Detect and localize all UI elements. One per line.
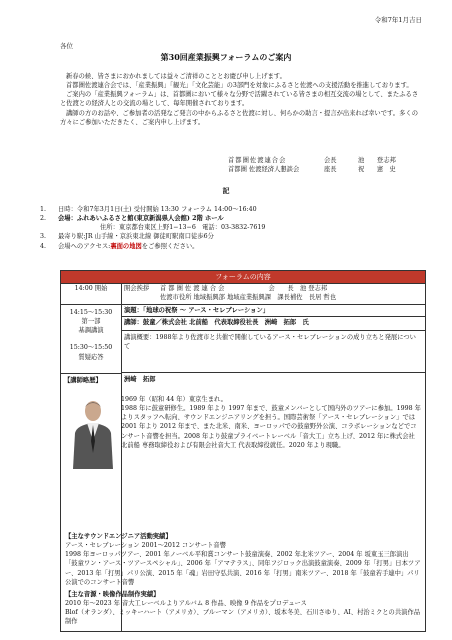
bio-paragraph: 1969 年（昭和 44 年）東京生まれ。 — [121, 396, 227, 403]
ki-heading: 記 — [222, 186, 230, 195]
detail-item: 3. 最寄り駅:JR 山手線・京浜東北線 御徒町駅南口徒歩6分 — [40, 233, 214, 241]
time-lecture: 14:15〜15:30 第一部 基調講演 15:30〜15:50 質疑応答 — [69, 309, 113, 361]
talk-summary: 講演概要：1988年より佐渡市と共催で開催しているアース・セレブレーションの成り立ちと発展について — [121, 331, 425, 373]
map-reference: 裏面の地図 — [110, 242, 142, 250]
signature-org: 首都圏 佐渡経済人懇談会 — [228, 166, 300, 174]
speaker-bio — [61, 395, 425, 450]
bio-paragraph: 1988 年に鼓童研修生。1989 年より 1997 年まで、鼓童メンバーとして国内外のツアーに参加。1998 年よりスタッフへ転向、サウンドエンジニアリングを担う。国際芸術祭「アース・セレブレーション」では 2001 年より 2012 年まで、また北米、南米、ヨーロッパでの鼓童野外公演、コラボレーションなどでコンサート音響を担当。2008 年より鼓童プライベートレーベル「音大工」立ち上げ、2012 年に株式会社北前船 専務取締役および有限会社音大工 代表取締役就任。2020 年より現職。 — [121, 405, 421, 449]
signature-position: 座長 — [324, 166, 337, 174]
speaker-line: 講師：鼓童／株式会社 北前船 代表取締役社長 洲崎 拓郎 氏 — [121, 317, 425, 331]
detail-item: 住所：東京都台東区上野1−13−6 電話：03-3832-7619 — [100, 224, 266, 232]
opening-remarks: 開会挨拶 首 都 圏 佐 渡 連 合 会 会 長 池 登志邦 佐渡市役所 地域振興部 地域産業振興課 課長補佐 長居 哲也 — [121, 283, 425, 305]
profile-name: 洲崎 拓郎 — [124, 376, 156, 383]
program-table — [60, 270, 426, 632]
signature-block — [228, 156, 428, 174]
signature-org: 首都圏佐渡連合会 — [228, 157, 287, 164]
talk-title: 演題：「地球の祝祭 〜 アース・セレブレーション」 — [121, 305, 425, 317]
document-date: 令和7年1月吉日 — [374, 16, 422, 24]
signature-name: 祝 憲 史 — [358, 166, 396, 174]
detail-item: 4. 会場へのアクセス: 裏面の地図 をご参照ください。 — [40, 242, 199, 250]
body-paragraph: 新春の候、皆さまにおかれましては益々ご清祥のこととお慶び申し上げます。 — [66, 73, 286, 80]
profile-label: 【講師略歴】 — [61, 373, 121, 393]
detail-item: 2. 会場：ふれあいふるさと館(東京新潟県人会館) 2階 ホール — [40, 215, 224, 223]
detail-item: 1. 日時：令和7年3月1日(土) 受付開始 13:30 フォーラム 14:00〜16:40 — [40, 206, 257, 213]
document-title: 第30回産業振興フォーラムのご案内 — [160, 52, 292, 62]
signature-name: 池 登志邦 — [358, 157, 396, 164]
body-paragraph: ご案内の「産業振興フォーラム」は、首都圏において様々な分野で活躍されている皆さまの相互交流の場として、またふるさと佐渡との経済人との交流の場として、毎年開催されております。 — [60, 91, 419, 108]
body-text — [60, 72, 420, 127]
body-paragraph: 首都圏佐渡連合会では、「産業振興」「観光」「文化芸能」の3部門を対象にふるさと佐渡への支援活動を推進しております。 — [66, 82, 413, 90]
works-heading: 【主な音源・映像作品制作実績】 — [65, 590, 160, 598]
records-text: アース・セレブレーション 2001〜2012 コンサート音響 1998 年ヨーロッパツアー、2001 年ノーベル平和賞コンサート鼓童演奏、2002 年北米ツアー、2004 年 坂東玉三郎演出「鼓童ワン・アース・ツアースペシャル」、2006 年「アマテラス」、同年フジロック出演鼓童演奏、2009 年「打男」日本ツアー、2013 年「打男」パリ公演、2015 年「魂」岩田守弘共演、2016 年「打男」南米ツアー、2018 年「鼓童若手連中」パリ公演でのコンサート音響 — [65, 542, 421, 586]
body-paragraph: 講師の方のお話や、ご参加者の活発なご発言の中からふるさと佐渡に対し、何らかの助言・提言が出来れば幸いです。多くの方々にご参加いただきたく、ご案内申し上げます。 — [60, 109, 418, 126]
program-header: フォーラムの内容 — [61, 271, 425, 284]
addressee: 各位 — [60, 42, 73, 50]
time-opening: 14:00 開始 — [61, 283, 121, 305]
event-details — [40, 205, 420, 251]
signature-row — [228, 165, 428, 174]
signature-row — [228, 156, 428, 165]
records-heading: 【主なサウンドエンジニア活動実績】 — [65, 533, 172, 540]
activity-records — [61, 529, 425, 626]
signature-position: 会長 — [324, 157, 337, 164]
works-text: 2010 年〜2023 年 音大工レーベルよりアルバム 8 作品、映像 9 作品をプロデュース Blof（オランダ）、ミッキーハート（アメリカ）、ブルーマン（アメリカ）、坂本冬美、石川さゆり、AI、村治ミクとの共演作品制作 — [65, 599, 421, 626]
